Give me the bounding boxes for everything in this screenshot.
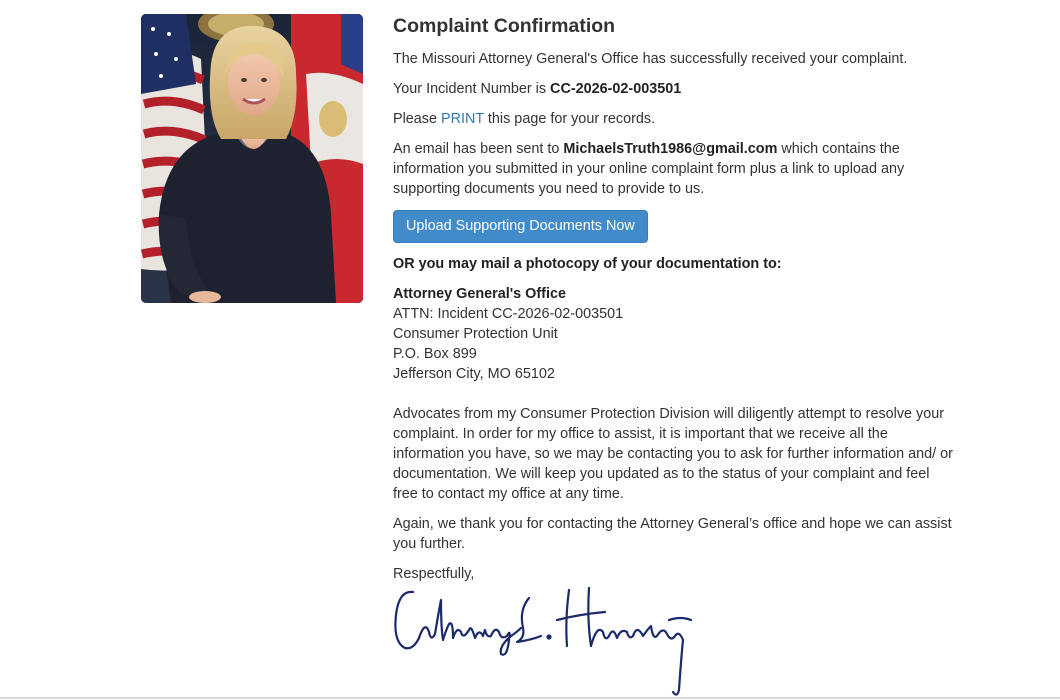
received-message: The Missouri Attorney General's Office has successfully received your complaint. [393, 51, 908, 67]
confirmation-panel [393, 14, 953, 594]
page-title: Complaint Confirmation [393, 15, 616, 37]
email-suffix: which contains the information you submitted in your online complaint form plus a link to upload any supporting documents you need to provide to us. [393, 141, 905, 197]
mail-heading: OR you may mail a photocopy of your documentation to: [393, 256, 782, 272]
upload-documents-button[interactable]: Upload Supporting Documents Now [393, 210, 648, 243]
thanks-paragraph: Again, we thank you for contacting the Attorney General’s office and hope we can assist you further. [393, 516, 952, 552]
address-city: Jefferson City, MO 65102 [393, 366, 555, 382]
print-prefix: Please [393, 111, 441, 127]
print-instruction [393, 109, 953, 129]
address-name: Attorney General's Office [393, 286, 566, 302]
incident-number-line [393, 79, 953, 99]
print-link[interactable]: PRINT [441, 111, 484, 127]
incident-label: Your Incident Number is [393, 81, 551, 97]
address-attn: ATTN: Incident CC-2026-02-003501 [393, 306, 624, 322]
signoff: Respectfully, [393, 566, 475, 582]
address-po-box: P.O. Box 899 [393, 346, 477, 362]
address-unit: Consumer Protection Unit [393, 326, 558, 342]
mailing-address [393, 284, 953, 384]
signature [391, 580, 701, 700]
advocates-paragraph: Advocates from my Consumer Protection Division will diligently attempt to resolve your complaint. In order for my office to assist, it is important that we receive all the information you have, so we may be contacting you to ask for further information and/ or documentation. We will keep you updated as to the status of your complaint and feel free to contact my office at any time. [393, 406, 953, 502]
email-prefix: An email has been sent to [393, 141, 564, 157]
incident-number: CC-2026-02-003501 [550, 81, 682, 97]
print-suffix: this page for your records. [483, 111, 656, 127]
email-notice [393, 139, 953, 199]
email-address: MichaelsTruth1986@gmail.com [563, 141, 778, 157]
attorney-general-portrait [141, 14, 363, 303]
